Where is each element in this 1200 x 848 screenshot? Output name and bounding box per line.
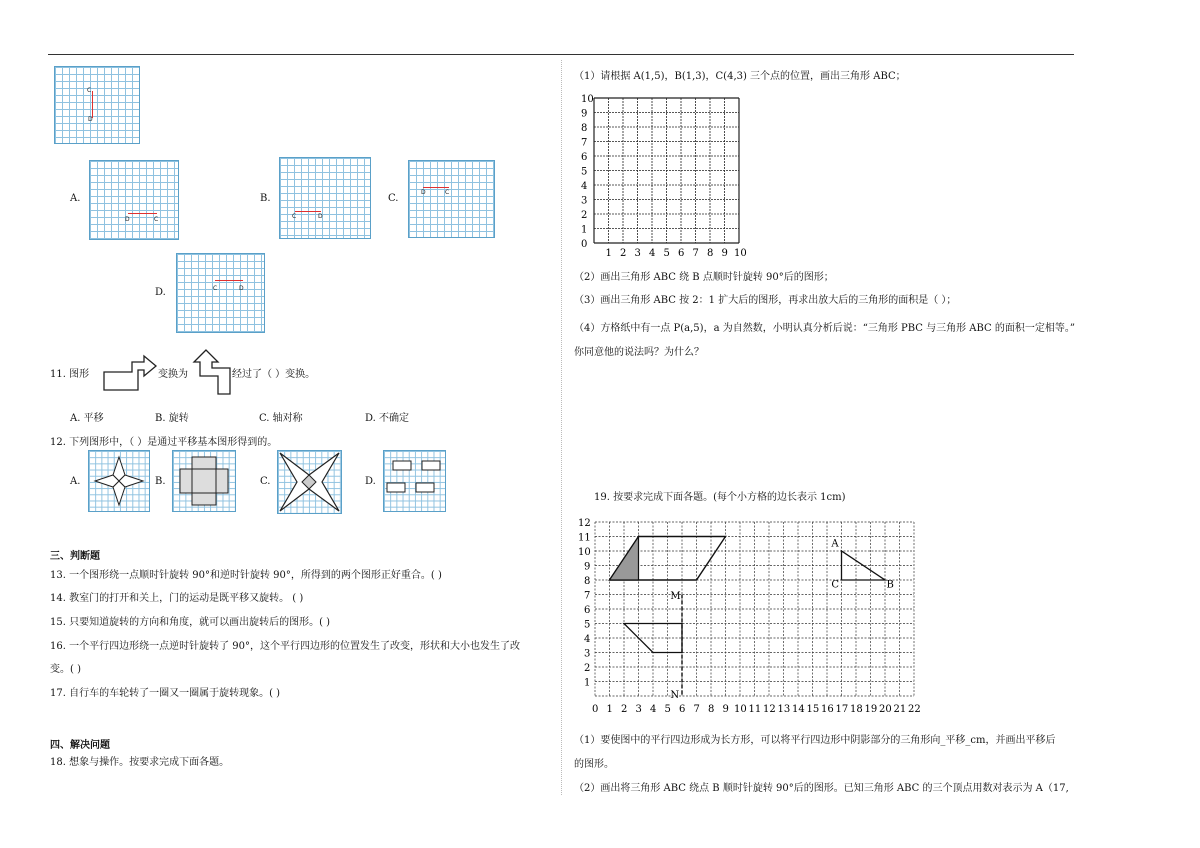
q12-option-a-grid[interactable] bbox=[88, 450, 150, 512]
grid-1-y-tick: 4 bbox=[581, 181, 588, 192]
grid-2-y-tick: 2 bbox=[584, 663, 591, 674]
judge-15: 15. 只要知道旋转的方向和角度，就可以画出旋转后的图形。( ) bbox=[50, 617, 331, 628]
grid-2-y-tick: 5 bbox=[584, 619, 591, 631]
grid-1-x-tick: 8 bbox=[707, 248, 714, 258]
judge-16-line1: 16. 一个平行四边形绕一点逆时针旋转了 90°，这个平行四边形的位置发生了改变，形状和大小也发生了改 bbox=[50, 641, 520, 652]
judge-13: 13. 一个图形绕一点顺时针旋转 90°和逆时针旋转 90°，所得到的两个图形正好重合。( ) bbox=[50, 570, 442, 581]
grid-2-lines bbox=[578, 518, 921, 714]
grid-1-y-tick: 1 bbox=[581, 224, 588, 236]
grid-2-y-tick: 4 bbox=[584, 634, 591, 645]
grid-2-x-tick: 0 bbox=[592, 704, 599, 714]
grid-2-x-tick: 14 bbox=[792, 704, 805, 714]
point-c-label: C bbox=[154, 216, 159, 223]
grid-1-x-tick: 6 bbox=[678, 248, 685, 258]
segment-cd bbox=[215, 280, 243, 281]
grid-1-y-tick: 10 bbox=[581, 94, 594, 105]
grid-1-x-tick: 2 bbox=[620, 248, 627, 258]
grid-2-x-tick: 17 bbox=[835, 704, 849, 714]
q10-option-d-grid[interactable] bbox=[176, 253, 265, 333]
q12-option-b-figure bbox=[173, 451, 235, 511]
grid-2-x-tick: 3 bbox=[635, 704, 642, 714]
grid-2-y-tick: 10 bbox=[578, 547, 591, 558]
q12-option-b-letter[interactable]: B. bbox=[155, 476, 166, 487]
q12-text: 12. 下列图形中，（ ）是通过平移基本图形得到的。 bbox=[50, 437, 278, 448]
segment-dc bbox=[128, 213, 157, 214]
grid-2-x-tick: 19 bbox=[864, 704, 878, 714]
q12-option-d-grid[interactable] bbox=[383, 450, 446, 512]
q12-option-c-figure bbox=[278, 451, 341, 513]
q12-option-b-grid[interactable] bbox=[172, 450, 236, 512]
grid-1-y-tick: 7 bbox=[581, 137, 588, 149]
grid-2-x-tick: 13 bbox=[777, 704, 791, 714]
q12-option-a-figure bbox=[89, 451, 149, 511]
grid-1-x-tick: 10 bbox=[734, 248, 747, 258]
grid-2-x-tick: 9 bbox=[722, 704, 729, 714]
grid-2-x-tick: 4 bbox=[650, 704, 657, 714]
q19-intro: 19. 按要求完成下面各题。(每个小方格的边长表示 1cm) bbox=[594, 492, 846, 503]
grid-1-x-tick: 5 bbox=[663, 248, 670, 258]
point-d-label: D bbox=[239, 285, 244, 292]
q10-option-d-letter[interactable]: D. bbox=[155, 287, 166, 298]
grid-2-y-tick: 8 bbox=[584, 576, 591, 587]
q19-part2: （2）画出将三角形 ABC 绕点 B 顺时针旋转 90°后的图形。已知三角形 ABC 的三个顶点用数对表示为 A（17, bbox=[574, 783, 1069, 794]
column-divider bbox=[561, 60, 562, 795]
q11-option-c[interactable]: C. 轴对称 bbox=[259, 413, 303, 424]
grid-1-y-tick: 8 bbox=[581, 123, 588, 134]
segment-dc bbox=[423, 187, 449, 188]
q12-option-c-letter[interactable]: C. bbox=[260, 476, 271, 487]
point-c-label: C bbox=[87, 87, 92, 94]
grid-2-x-tick: 8 bbox=[708, 704, 715, 714]
point-d-label: D bbox=[421, 189, 426, 196]
q10-source-grid bbox=[54, 66, 140, 144]
grid-1-y-tick: 3 bbox=[581, 195, 588, 207]
q10-option-b-letter[interactable]: B. bbox=[260, 193, 271, 204]
q12-option-a-letter[interactable]: A. bbox=[70, 476, 81, 487]
segment-cd bbox=[295, 211, 321, 212]
q18-part2: （2）画出三角形 ABC 绕 B 点顺时针旋转 90°后的图形； bbox=[574, 272, 834, 283]
grid-2-x-tick: 12 bbox=[763, 704, 776, 714]
grid-2-x-tick: 10 bbox=[734, 704, 747, 714]
q18-part1: （1）请根据 A(1,5)，B(1,3)，C(4,3) 三个点的位置，画出三角形 ABC； bbox=[574, 71, 906, 82]
judge-14: 14. 教室门的打开和关上，门的运动是既平移又旋转。 ( ) bbox=[50, 593, 304, 604]
grid-1-y-tick: 9 bbox=[581, 108, 588, 120]
grid-2-x-tick: 21 bbox=[893, 704, 907, 714]
q10-option-a-grid[interactable] bbox=[89, 160, 179, 240]
grid-2-x-tick: 1 bbox=[606, 704, 613, 714]
q10-option-c-grid[interactable] bbox=[408, 160, 495, 238]
q11-middle: 变换为 bbox=[158, 369, 188, 380]
q10-option-b-grid[interactable] bbox=[279, 157, 371, 239]
grid-2-point-label: A bbox=[831, 538, 839, 550]
coordinate-grid-1 bbox=[574, 90, 754, 258]
grid-1-y-tick: 6 bbox=[581, 152, 588, 163]
grid-2-point-label: M bbox=[670, 590, 681, 602]
grid-2-x-tick: 11 bbox=[748, 704, 762, 714]
q11-shape-before bbox=[102, 354, 158, 394]
q10-option-a-letter[interactable]: A. bbox=[70, 193, 81, 204]
q11-prefix: 11. 图形 bbox=[50, 369, 90, 380]
grid-2-x-tick: 18 bbox=[850, 704, 863, 714]
q11-option-a[interactable]: A. 平移 bbox=[70, 413, 104, 424]
section-4-heading: 四、解决问题 bbox=[50, 740, 110, 751]
grid-2-x-tick: 20 bbox=[879, 704, 892, 714]
q11-suffix: 经过了（ ）变换。 bbox=[232, 369, 316, 380]
grid-2-x-tick: 5 bbox=[664, 704, 671, 714]
q12-option-d-letter[interactable]: D. bbox=[365, 476, 376, 487]
grid-2-x-tick: 15 bbox=[806, 704, 820, 714]
q18-part4-line1: （4）方格纸中有一点 P(a,5)，a 为自然数，小明认真分析后说：“三角形 PBC 与三角形 ABC 的面积一定相等。” bbox=[574, 323, 1075, 334]
grid-1-x-tick: 7 bbox=[692, 248, 699, 258]
q18-part4-line2: 你同意他的说法吗？为什么？ bbox=[574, 347, 704, 358]
point-c-label: C bbox=[445, 189, 450, 196]
point-d-label: D bbox=[88, 116, 93, 123]
grid-1-y-tick: 2 bbox=[581, 210, 588, 221]
q18-intro: 18. 想象与操作。按要求完成下面各题。 bbox=[50, 757, 230, 768]
grid-2-point-label: N bbox=[670, 690, 680, 702]
q18-part3: （3）画出三角形 ABC 按 2：1 扩大后的图形，再求出放大后的三角形的面积是（ ）； bbox=[574, 295, 957, 306]
grid-1-x-tick: 9 bbox=[721, 248, 728, 258]
grid-2-x-tick: 7 bbox=[693, 704, 700, 714]
grid-1-lines bbox=[581, 94, 747, 258]
grid-2-x-tick: 22 bbox=[908, 704, 921, 714]
grid-2-y-tick: 11 bbox=[578, 532, 591, 544]
point-c-label: C bbox=[213, 285, 218, 292]
q12-option-d-figure bbox=[384, 451, 445, 511]
grid-1-x-tick: 1 bbox=[605, 248, 612, 258]
grid-1-x-tick: 4 bbox=[649, 248, 656, 258]
grid-1-y-tick: 5 bbox=[581, 166, 588, 178]
grid-2-y-tick: 6 bbox=[584, 605, 591, 616]
q11-option-d[interactable]: D. 不确定 bbox=[365, 413, 410, 424]
grid-1-y-tick: 0 bbox=[581, 239, 588, 250]
point-d-label: D bbox=[125, 216, 130, 223]
grid-2-x-tick: 2 bbox=[621, 704, 628, 714]
point-d-label: D bbox=[318, 213, 323, 220]
grid-2-point-label: C bbox=[831, 579, 840, 591]
grid-2-y-tick: 12 bbox=[578, 518, 591, 529]
coordinate-grid-2 bbox=[576, 514, 928, 714]
q19-part1-line1: （1）要使图中的平行四边形成为长方形，可以将平行四边形中阴影部分的三角形向_平移_cm，并画出平移后 bbox=[574, 735, 1056, 746]
grid-2-y-tick: 7 bbox=[584, 590, 591, 602]
q19-part1-line2: 的图形。 bbox=[574, 759, 614, 770]
grid-2-x-tick: 6 bbox=[679, 704, 686, 714]
section-3-heading: 三、判断题 bbox=[50, 551, 100, 562]
judge-17: 17. 自行车的车轮转了一圈又一圈属于旋转现象。( ) bbox=[50, 688, 281, 699]
q10-option-c-letter[interactable]: C. bbox=[388, 193, 399, 204]
q11-shape-after bbox=[192, 348, 232, 396]
grid-2-point-label: B bbox=[886, 579, 894, 591]
grid-1-x-tick: 3 bbox=[634, 248, 641, 258]
q11-option-b[interactable]: B. 旋转 bbox=[155, 413, 189, 424]
segment-cd bbox=[92, 91, 93, 118]
grid-2-y-tick: 1 bbox=[584, 677, 591, 689]
q12-option-c-grid[interactable] bbox=[277, 450, 342, 514]
judge-16-line2: 变。( ) bbox=[50, 664, 81, 675]
top-rule bbox=[48, 54, 1074, 55]
grid-2-y-tick: 3 bbox=[584, 648, 591, 660]
grid-2-x-tick: 16 bbox=[821, 704, 834, 714]
point-c-label: C bbox=[292, 213, 297, 220]
grid-2-y-tick: 9 bbox=[584, 561, 591, 573]
